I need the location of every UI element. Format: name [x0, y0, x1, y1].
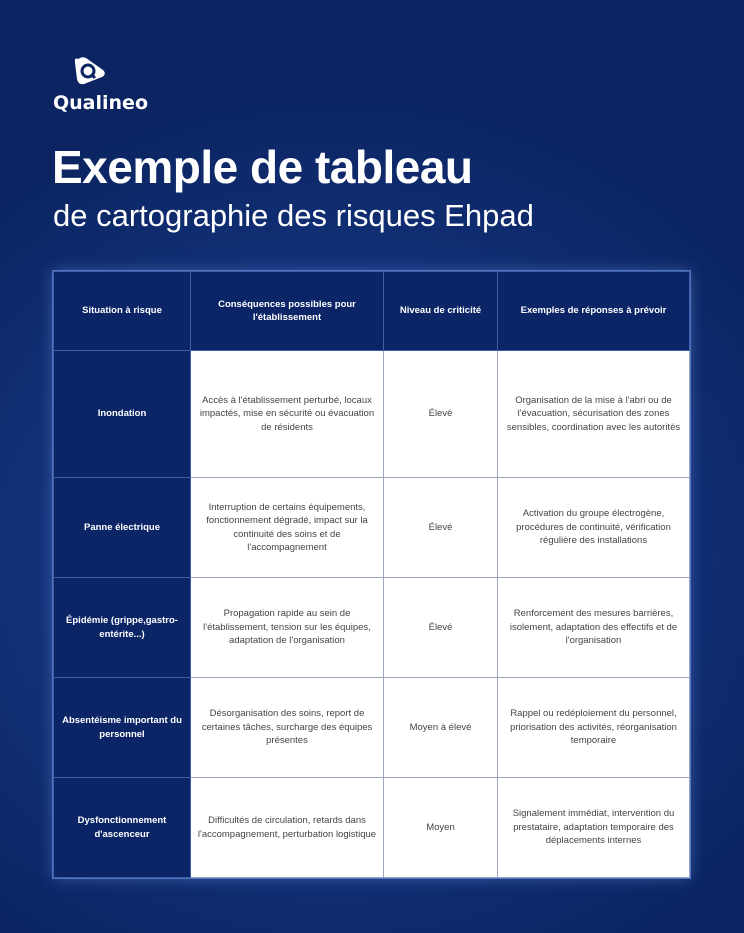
- risk-situation: Épidémie (grippe,gastro-entérite...): [54, 578, 191, 678]
- table-header-row: [54, 272, 690, 351]
- page-subtitle: de cartographie des risques Ehpad: [53, 198, 534, 233]
- page-title: Exemple de tableau: [52, 141, 473, 193]
- responses: Rappel ou redéploiement du personnel, priorisation des activités, réorganisation temporaire: [498, 678, 690, 778]
- risk-situation: Absentéisme important du personnel: [54, 678, 191, 778]
- risk-situation: Panne électrique: [54, 478, 191, 578]
- criticality-level: Élevé: [384, 578, 498, 678]
- criticality-level: Élevé: [384, 351, 498, 478]
- qualineo-logo-icon: [72, 55, 108, 87]
- responses: Renforcement des mesures barrières, isolement, adaptation des effectifs et de l'organisation: [498, 578, 690, 678]
- table-row: [54, 351, 690, 478]
- table-row: [54, 478, 690, 578]
- risk-situation: Inondation: [54, 351, 191, 478]
- column-header: Exemples de réponses à prévoir: [498, 272, 690, 351]
- consequences: Propagation rapide au sein de l'établissement, tension sur les équipes, adaptation de l'organisation: [191, 578, 384, 678]
- table-row: [54, 578, 690, 678]
- risk-situation: Dysfonctionnement d'ascenceur: [54, 778, 191, 878]
- risk-table: [53, 271, 690, 878]
- consequences: Interruption de certains équipements, fonctionnement dégradé, impact sur la continuité des soins et de l'accompagnement: [191, 478, 384, 578]
- brand-name: Qualineo: [53, 92, 148, 114]
- criticality-level: Moyen: [384, 778, 498, 878]
- criticality-level: Élevé: [384, 478, 498, 578]
- consequences: Accès à l'établissement perturbé, locaux impactés, mise en sécurité ou évacuation de résidents: [191, 351, 384, 478]
- responses: Organisation de la mise à l'abri ou de l'évacuation, sécurisation des zones sensibles, coordination avec les autorités: [498, 351, 690, 478]
- consequences: Difficultés de circulation, retards dans l'accompagnement, perturbation logistique: [191, 778, 384, 878]
- column-header: Niveau de criticité: [384, 272, 498, 351]
- responses: Activation du groupe électrogène, procédures de continuité, vérification régulière des installations: [498, 478, 690, 578]
- table-row: [54, 778, 690, 878]
- table-row: [54, 678, 690, 778]
- criticality-level: Moyen à élevé: [384, 678, 498, 778]
- consequences: Désorganisation des soins, report de certaines tâches, surcharge des équipes présentes: [191, 678, 384, 778]
- column-header: Conséquences possibles pour l'établissement: [191, 272, 384, 351]
- responses: Signalement immédiat, intervention du prestataire, adaptation temporaire des déplacements internes: [498, 778, 690, 878]
- column-header: Situation à risque: [54, 272, 191, 351]
